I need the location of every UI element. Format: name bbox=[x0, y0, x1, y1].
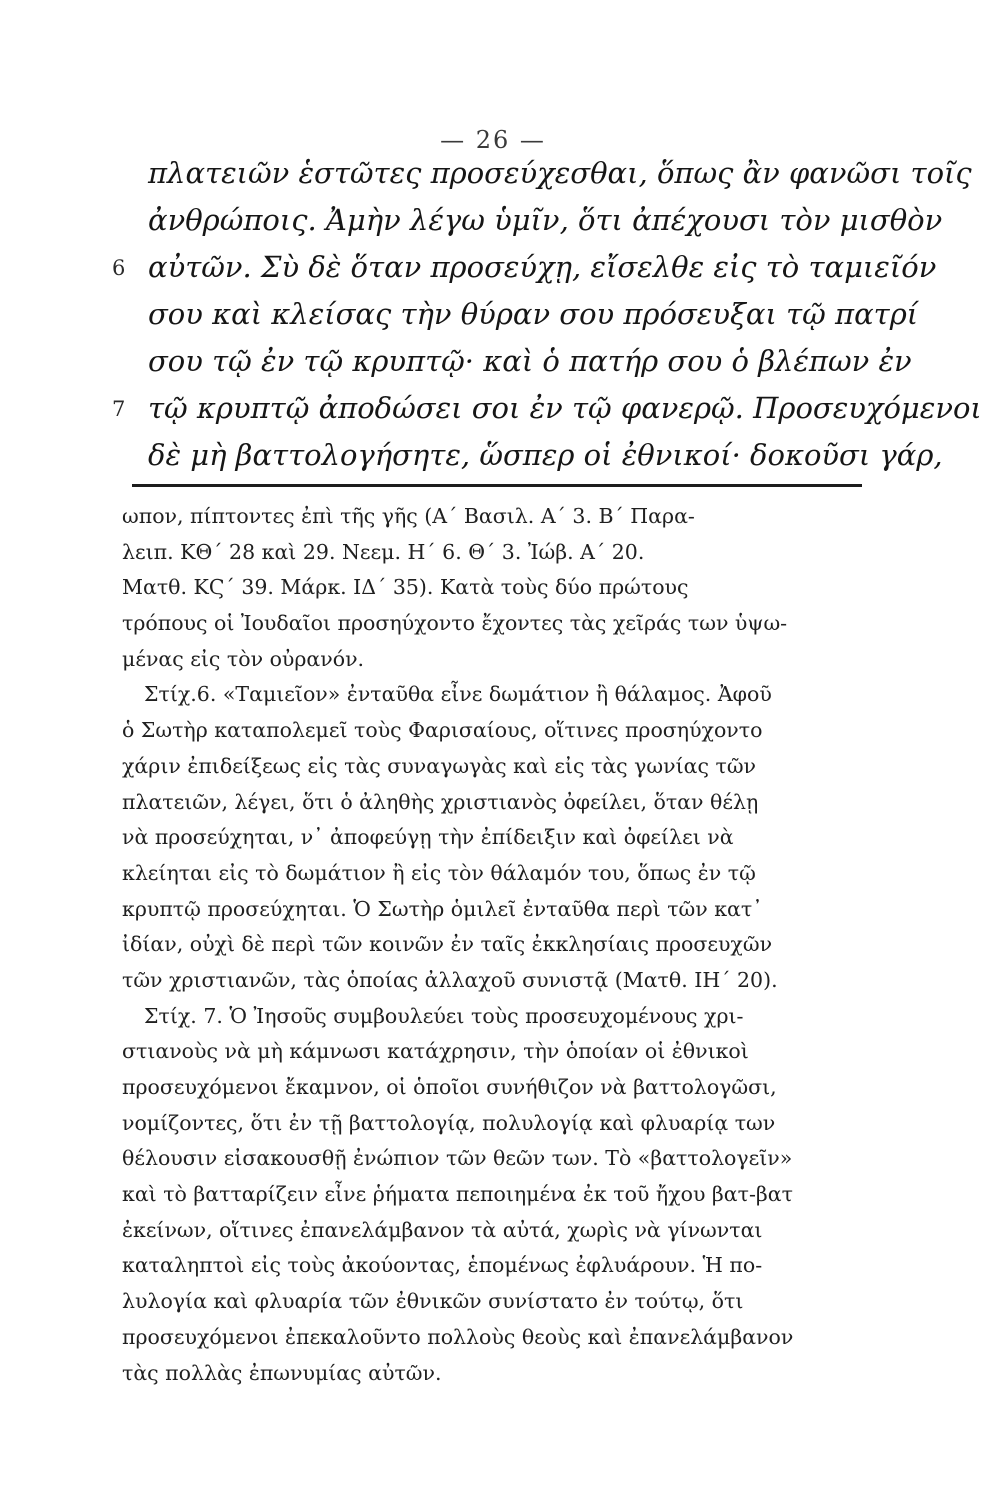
main-text-line bbox=[148, 150, 972, 197]
main-text-content: ἀνθρώποις. Ἀμὴν λέγω ὑμῖν, ὅτι ἀπέχουσι τὸν μισθὸν bbox=[148, 203, 943, 237]
verse-number: 7 bbox=[112, 397, 126, 421]
main-text-content: δὲ μὴ βαττολογήσητε, ὥσπερ οἱ ἐθνικοί· δοκοῦσι γάρ, bbox=[148, 438, 943, 472]
note-line: κλείηται εἰς τὸ δωμάτιον ἢ εἰς τὸν θάλαμόν του, ὅπως ἐν τῷ bbox=[122, 860, 756, 885]
note-line: καὶ τὸ βατταρίζειν εἶνε ῥήματα πεποιημένα ἐκ τοῦ ἤχου βατ-βατ bbox=[122, 1182, 793, 1207]
note-line: ωπον, πίπτοντες ἐπὶ τῆς γῆς (Α΄ Βασιλ. Α΄ 3. Β΄ Παρα- bbox=[122, 504, 695, 528]
note-line: μένας εἰς τὸν οὐρανόν. bbox=[122, 646, 365, 671]
main-text-content: τῷ κρυπτῷ ἀποδώσει σοι ἐν τῷ φανερῷ. Προσευχόμενοι bbox=[148, 391, 982, 425]
note-line: Στίχ.6. «Ταμιεῖον» ἐνταῦθα εἶνε δωμάτιον ἢ θάλαμος. Ἀφοῦ bbox=[144, 682, 772, 707]
note-line: νὰ προσεύχηται, ν᾽ ἀποφεύγῃ τὴν ἐπίδειξιν καὶ ὀφείλει νὰ bbox=[122, 825, 734, 850]
main-text-line bbox=[148, 432, 943, 479]
footnote-divider bbox=[132, 484, 862, 487]
main-text-line bbox=[148, 197, 943, 244]
commentary-notes bbox=[122, 499, 866, 1391]
main-text-line bbox=[148, 338, 912, 385]
note-line: προσευχόμενοι ἐπεκαλοῦντο πολλοὺς θεοὺς καὶ ἐπανελάμβανον bbox=[122, 1324, 794, 1349]
main-text-line bbox=[112, 385, 982, 432]
main-text-content: σου καὶ κλείσας τὴν θύραν σου πρόσευξαι τῷ πατρί bbox=[148, 297, 919, 331]
note-line: λυλογία καὶ φλυαρία τῶν ἐθνικῶν συνίστατο ἐν τούτῳ, ὅτι bbox=[122, 1289, 744, 1314]
note-line: χάριν ἐπιδείξεως εἰς τὰς συναγωγὰς καὶ εἰς τὰς γωνίας τῶν bbox=[122, 753, 757, 778]
note-line: ἰδίαν, οὐχὶ δὲ περὶ τῶν κοινῶν ἐν ταῖς ἐκκλησίαις προσευχῶν bbox=[122, 932, 773, 957]
note-line: τρόπους οἱ Ἰουδαῖοι προσηύχοντο ἔχοντες τὰς χεῖράς των ὑψω- bbox=[122, 611, 788, 636]
main-text-line bbox=[148, 291, 919, 338]
verse-number: 6 bbox=[112, 256, 126, 280]
main-text-line bbox=[112, 244, 937, 291]
main-text-content: αὐτῶν. Σὺ δὲ ὅταν προσεύχῃ, εἴσελθε εἰς τὸ ταμιεῖόν bbox=[148, 250, 937, 284]
note-line: προσευχόμενοι ἔκαμνον, οἱ ὁποῖοι συνήθιζον νὰ βαττολογῶσι, bbox=[122, 1075, 777, 1099]
note-line: κρυπτῷ προσεύχηται. Ὁ Σωτὴρ ὁμιλεῖ ἐνταῦθα περὶ τῶν κατ᾽ bbox=[122, 896, 763, 921]
note-line: πλατειῶν, λέγει, ὅτι ὁ ἀληθὴς χριστιανὸς ὀφείλει, ὅταν θέλῃ bbox=[122, 789, 759, 814]
note-line: ὁ Σωτὴρ καταπολεμεῖ τοὺς Φαρισαίους, οἵτινες προσηύχοντο bbox=[122, 718, 763, 743]
note-line: λειπ. ΚΘ΄ 28 καὶ 29. Νεεμ. Η΄ 6. Θ΄ 3. Ἰώβ. Α΄ 20. bbox=[122, 539, 645, 564]
main-text-content: σου τῷ ἐν τῷ κρυπτῷ· καὶ ὁ πατήρ σου ὁ βλέπων ἐν bbox=[148, 344, 912, 378]
note-line: καταληπτοὶ εἰς τοὺς ἀκούοντας, ἑπομένως ἐφλυάρουν. Ἡ πο- bbox=[122, 1253, 763, 1278]
note-line: στιανοὺς νὰ μὴ κάμνωσι κατάχρησιν, τὴν ὁποίαν οἱ ἐθνικοὶ bbox=[122, 1039, 749, 1064]
note-line: νομίζοντες, ὅτι ἐν τῇ βαττολογίᾳ, πολυλογίᾳ καὶ φλυαρίᾳ των bbox=[122, 1110, 776, 1135]
note-line: ἐκείνων, οἵτινες ἐπανελάμβανον τὰ αὐτά, χωρὶς νὰ γίνωνται bbox=[122, 1217, 763, 1242]
page-number: — 26 — bbox=[440, 126, 546, 154]
note-line: θέλουσιν εἰσακουσθῇ ἐνώπιον τῶν θεῶν των. Τὸ «βαττολογεῖν» bbox=[122, 1146, 793, 1171]
main-text-content: πλατειῶν ἑστῶτες προσεύχεσθαι, ὅπως ἂν φανῶσι τοῖς bbox=[148, 156, 972, 190]
note-line: τῶν χριστιανῶν, τὰς ὁποίας ἀλλαχοῦ συνιστᾷ (Ματθ. ΙΗ΄ 20). bbox=[122, 967, 778, 992]
note-line: Στίχ. 7. Ὁ Ἰησοῦς συμβουλεύει τοὺς προσευχομένους χρι- bbox=[144, 1003, 744, 1028]
note-line: Ματθ. ΚϚ΄ 39. Μάρκ. ΙΔ΄ 35). Κατὰ τοὺς δύο πρώτους bbox=[122, 575, 689, 600]
main-text bbox=[112, 150, 982, 479]
note-line: τὰς πολλὰς ἐπωνυμίας αὐτῶν. bbox=[122, 1360, 442, 1385]
